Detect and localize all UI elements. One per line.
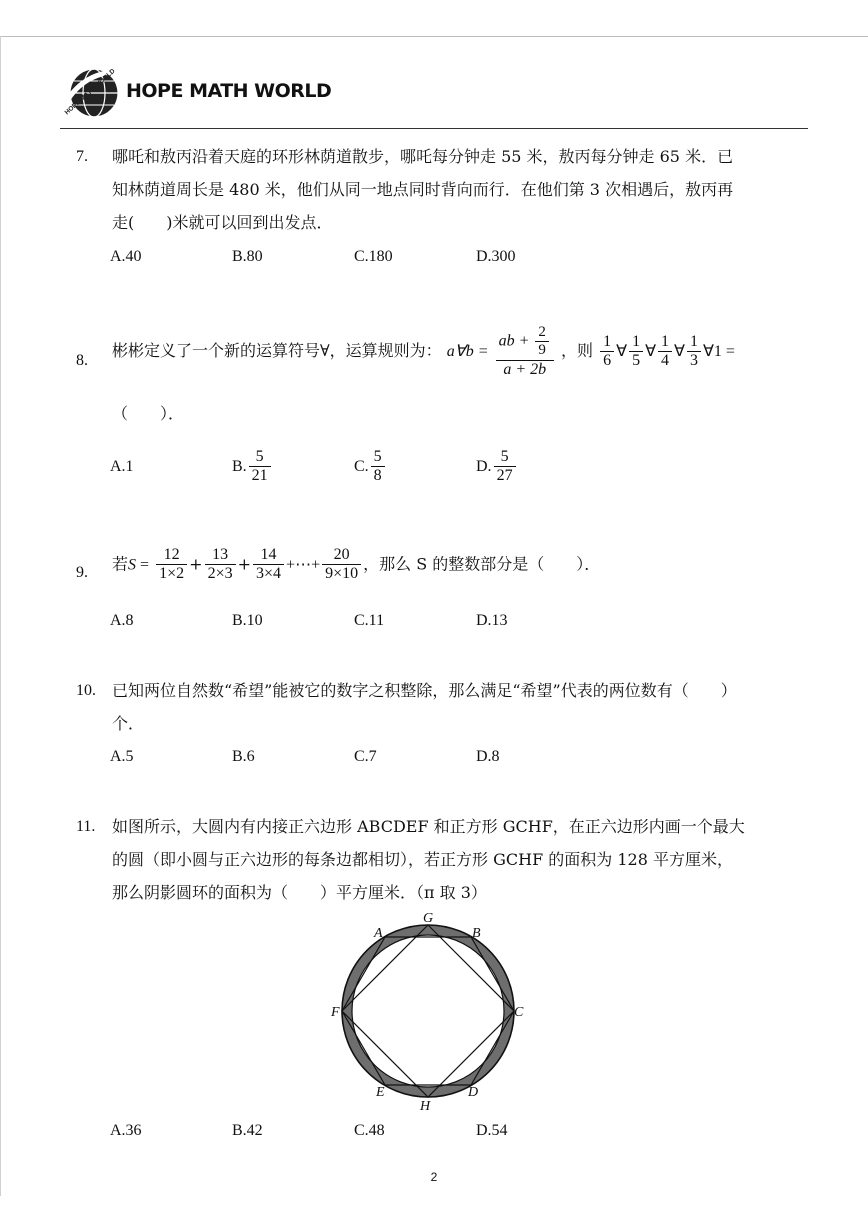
page-header xyxy=(60,62,810,122)
option-d[interactable]: D.54 xyxy=(476,1122,508,1139)
label-c: C xyxy=(514,1005,524,1020)
question-11 xyxy=(76,810,796,909)
question-10 xyxy=(76,674,796,740)
fraction: $\frac{20}{9\times 10}$ xyxy=(322,546,361,584)
option-d[interactable]: D. $\frac{5}{27}$ xyxy=(476,448,518,486)
option-b[interactable]: B.80 xyxy=(232,248,263,265)
fraction: $\frac{12}{1\times 2}$ xyxy=(156,546,187,584)
option-d[interactable]: D.8 xyxy=(476,748,500,765)
geometry-figure xyxy=(328,908,528,1118)
page-top-border xyxy=(0,36,868,37)
fraction: $\frac{1}{5}$ xyxy=(629,333,643,371)
question-text-line: 知林荫道周长是 480 米，他们从同一地点同时背向而行．在他们第 3 次相遇后，敖丙再 xyxy=(112,180,734,199)
question-number: 9. xyxy=(76,564,88,581)
question-text: 若 xyxy=(112,554,129,574)
label-e: E xyxy=(376,1085,385,1100)
option-c[interactable]: C.180 xyxy=(354,248,393,265)
label-f: F xyxy=(331,1005,340,1020)
question-9: 9. 若S = $\frac{12}{1\times 2}$ + $\frac{13}{2\times 3}$ + $\frac{14}{3\times 4}$ +⋯+ $\frac{20}{9\times 10}$ ，那么 S 的整数部分是（ ）． xyxy=(76,546,796,584)
header-rule xyxy=(60,128,808,129)
fraction: $\frac{1}{6}$ xyxy=(600,333,614,371)
option-c[interactable]: C.48 xyxy=(354,1122,385,1139)
option-b[interactable]: B.10 xyxy=(232,612,263,629)
option-a[interactable]: A.40 xyxy=(110,248,142,265)
option-a[interactable]: A.36 xyxy=(110,1122,142,1139)
option-b[interactable]: B. $\frac{5}{21}$ xyxy=(232,448,273,486)
question-text-line: 个． xyxy=(112,714,145,733)
question-text-line: 那么阴影圆环的面积为（ ）平方厘米．（π 取 3） xyxy=(112,883,487,902)
label-h: H xyxy=(420,1099,431,1114)
question-text-line: 走( )米就可以回到出发点． xyxy=(112,213,333,232)
option-b[interactable]: B.6 xyxy=(232,748,255,765)
question-number: 7. xyxy=(76,148,88,165)
option-c[interactable]: C.11 xyxy=(354,612,385,629)
shaded-ring xyxy=(342,925,514,1097)
question-7 xyxy=(76,140,796,239)
question-number: 8. xyxy=(76,352,88,369)
svg-text:HOPE MATH WORLD: HOPE MATH WORLD xyxy=(63,67,117,117)
answer-blank: （ ）． xyxy=(112,403,185,423)
fraction: $\frac{1}{3}$ xyxy=(687,333,701,371)
question-text: ，则 xyxy=(561,340,594,360)
label-a: A xyxy=(374,926,383,941)
option-d[interactable]: D.13 xyxy=(476,612,508,629)
question-text-line: 的圆（即小圆与正六边形的每条边都相切），若正方形 GCHF 的面积为 128 平方厘米， xyxy=(112,850,733,869)
question-text-line: 如图所示，大圆内有内接正六边形 ABCDEF 和正方形 GCHF，在正六边形内画一个最大 xyxy=(112,817,745,836)
fraction: $\frac{1}{4}$ xyxy=(658,333,672,371)
question-text-line: 哪吒和敖丙沿着天庭的环形林荫道散步，哪吒每分钟走 55 米，敖丙每分钟走 65 米．已 xyxy=(112,147,734,166)
option-c[interactable]: C.7 xyxy=(354,748,377,765)
option-c[interactable]: C. $\frac{5}{8}$ xyxy=(354,448,387,486)
question-text: ，那么 S 的整数部分是（ ）． xyxy=(363,554,601,574)
fraction: $\frac{14}{3\times 4}$ xyxy=(253,546,284,584)
option-a[interactable]: A.1 xyxy=(110,458,134,475)
label-g: G xyxy=(423,911,434,926)
question-number: 10. xyxy=(76,682,96,699)
globe-logo-icon xyxy=(60,66,120,120)
page-number: 2 xyxy=(430,1170,438,1184)
label-d: D xyxy=(468,1085,479,1100)
option-a[interactable]: A.5 xyxy=(110,748,134,765)
page-left-border xyxy=(0,36,1,1196)
option-a[interactable]: A.8 xyxy=(110,612,134,629)
label-b: B xyxy=(472,926,481,941)
question-text-line: 已知两位自然数“希望”能被它的数字之积整除，那么满足“希望”代表的两位数有（ ） xyxy=(112,681,737,700)
question-text: 彬彬定义了一个新的运算符号∀，运算规则为： xyxy=(112,340,442,360)
option-b[interactable]: B.42 xyxy=(232,1122,263,1139)
rule-fraction: ab + $\frac{2}{9}$ a + 2b xyxy=(496,324,554,379)
fraction: $\frac{13}{2\times 3}$ xyxy=(205,546,236,584)
rule-lhs: a∀b = xyxy=(446,342,489,360)
question-8: 8. 彬彬定义了一个新的运算符号∀，运算规则为： a∀b = ab + $\frac{2}{9}$ a + 2b ，则 $\frac{1}{6}$ ∀ $\frac{1}{5}$ ∀ $\frac{1}{4}$ ∀ $\frac{1}{3}$ ∀1 = （ ）． xyxy=(76,324,796,430)
question-number: 11. xyxy=(76,818,96,835)
option-d[interactable]: D.300 xyxy=(476,248,516,265)
brand-name: HOPE MATH WORLD xyxy=(126,80,332,102)
